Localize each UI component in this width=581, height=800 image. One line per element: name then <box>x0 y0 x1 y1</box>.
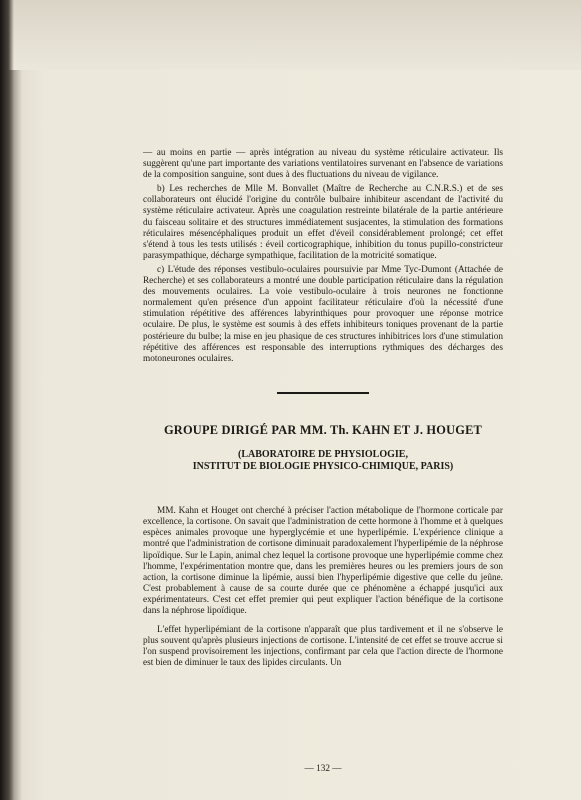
paragraph-kahn-houget: MM. Kahn et Houget ont cherché à préciser l'action métabolique de l'hormone corticale par excellence, la cortisone. On savait que l'administration de cette hormone à l'homme et à quelques espèces animales provoque une hyperglycémie et une hyperlipémie. L'expérience clinique a montré que l'administration de cortisone diminuait paradoxalement l'hyperlipémie de la néphrose lipoïdique. Sur le Lapin, animal chez lequel la cortisone provoque une hyperlipémie comme chez l'homme, l'expérimentation montre que, dans les premières heures ou les premiers jours de son action, la cortisone diminue la lipémie, aussi bien l'hyperlipémie digestive que celle du jeûne. C'est probablement à cause de sa courte durée que ce phénomène a échappé jusqu'ici aux expérimentateurs. C'est cet effet premier qui peut expliquer l'action bénéfique de la cortisone dans la néphrose lipoïdique. <box>143 506 503 617</box>
laboratory-heading <box>143 449 503 473</box>
binding-edge <box>0 0 14 800</box>
section-divider <box>277 392 369 394</box>
page-number: — 132 — <box>304 764 342 774</box>
paragraph-intro: — au moins en partie — après intégration au niveau du système réticulaire activateur. Ils suggèrent qu'une part importante des variations ventilatoires survenant en l'absence de variations de la composition sanguine, sont dues à des fluctuations du niveau de vigilance. <box>143 148 503 181</box>
page-content <box>143 148 503 670</box>
paragraph-effet-hyperlipemiant: L'effet hyperlipémiant de la cortisone n'apparaît que plus tardivement et il ne s'observe le plus souvent qu'après plusieurs injections de cortisone. L'intensité de cet effet se trouve accrue si l'on suspend provisoirement les injections, confirmant par cela que l'action directe de l'hormone est bien de diminuer le taux des lipides circulants. Un <box>143 625 503 669</box>
paragraph-b-bonvallet: b) Les recherches de Mlle M. Bonvallet (Maître de Recherche au C.N.R.S.) et de ses collaborateurs ont élucidé l'origine du contrôle bulbaire inhibiteur ascendant de l'activité du système réticulaire activateur. Après une coagulation restreinte bilatérale de la partie antérieure du faisceau solitaire et des structures immédiatement susjacentes, la stimulation des formations réticulaires mésencéphaliques produit un effet d'éveil considérablement prolongé; cet effet s'étend à tous les tests utilisés : éveil corticographique, inhibition du tonus pupillo-constricteur parasympathique, décharge sympathique, facilitation de la motricité somatique. <box>143 184 503 261</box>
section-title: GROUPE DIRIGÉ PAR MM. Th. KAHN ET J. HOUGET <box>163 422 483 437</box>
page-top-shade <box>0 0 581 70</box>
paragraph-c-tyc-dumont: c) L'étude des réponses vestibulo-oculaires poursuivie par Mme Tyc-Dumont (Attachée de Recherche) et ses collaborateurs a montré une double participation réticulaire dans la régulation des mouvements oculaires. La voie vestibulo-oculaire à trois neurones ne fonctionne normalement qu'en présence d'un appoint facilitateur réticulaire d'où la nécessité d'une stimulation répétitive des afférences labyrinthiques pour provoquer une réponse motrice oculaire. De plus, le système est soumis à des effets inhibiteurs toniques provenant de la partie postérieure du bulbe; la mise en jeu phasique de ces structures inhibitrices lors d'une stimulation répétitive des afférences est responsable des interruptions rythmiques des décharges des motoneurones oculaires. <box>143 264 503 364</box>
laboratory-line-1: (LABORATOIRE DE PHYSIOLOGIE, <box>238 448 408 460</box>
laboratory-line-2: INSTITUT DE BIOLOGIE PHYSICO-CHIMIQUE, PARIS) <box>192 460 454 472</box>
